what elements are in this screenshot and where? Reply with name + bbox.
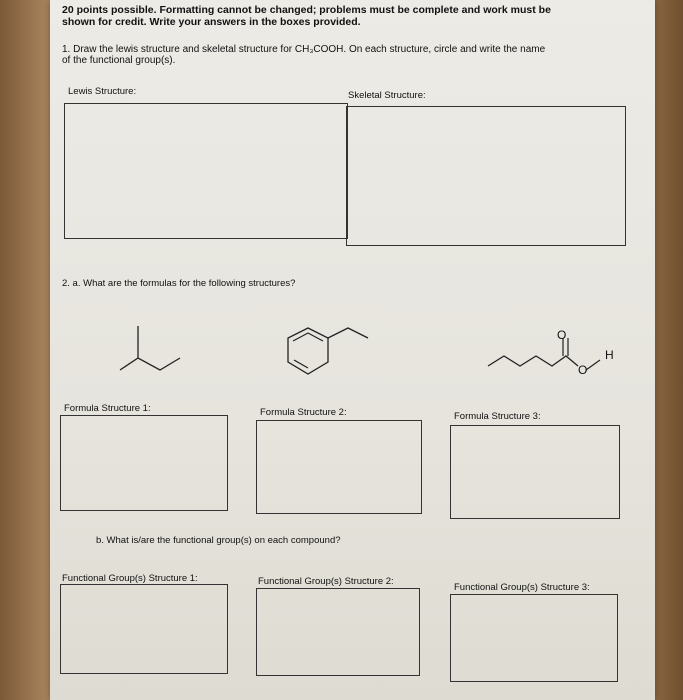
formula-structure-2-answer-box[interactable] [256, 420, 422, 514]
structure-2-benzene-ring [288, 328, 328, 374]
structure-2-ethyl-chain [328, 328, 368, 338]
functional-group-structure-2-label: Functional Group(s) Structure 2: [258, 576, 394, 587]
structure-3-hydroxyl-oxygen-label: O [578, 363, 588, 377]
structure-1-chain [120, 358, 180, 370]
functional-group-structure-3-answer-box[interactable] [450, 594, 618, 682]
skeletal-structure-answer-box[interactable] [346, 106, 626, 246]
functional-group-structure-1-label: Functional Group(s) Structure 1: [62, 573, 198, 584]
structure-3-oh-bond [586, 360, 600, 370]
formula-structure-3-label: Formula Structure 3: [454, 411, 541, 422]
formula-structure-2-label: Formula Structure 2: [260, 407, 347, 418]
worksheet-paper [50, 0, 655, 700]
question-2a-prompt: 2. a. What are the formulas for the following structures? [62, 278, 296, 289]
structure-2-skeletal-drawing [282, 318, 392, 388]
lewis-structure-label: Lewis Structure: [68, 86, 137, 97]
skeletal-structure-label: Skeletal Structure: [348, 90, 426, 101]
functional-group-structure-2-answer-box[interactable] [256, 588, 420, 676]
formula-structure-3-answer-box[interactable] [450, 425, 620, 519]
structure-3-carbon-chain [488, 356, 578, 366]
lewis-structure-answer-box[interactable] [64, 103, 348, 239]
structure-1-skeletal-drawing [110, 318, 200, 378]
question-2b-prompt: b. What is/are the functional group(s) on each compound? [96, 535, 341, 546]
wood-background-left [0, 0, 52, 700]
structure-3-carbonyl-oxygen-label: O [557, 328, 567, 342]
header-line-2: shown for credit. Write your answers in the boxes provided. [62, 16, 361, 28]
question-1-prompt [62, 44, 642, 66]
structure-2-inner-bond-a [293, 333, 323, 341]
functional-group-structure-1-answer-box[interactable] [60, 584, 228, 674]
header-line-1: 20 points possible. Formatting cannot be changed; problems must be complete and work must be [62, 4, 551, 16]
instructions-header [62, 4, 642, 28]
question-1-line-1: 1. Draw the lewis structure and skeletal structure for CH₃COOH. On each structure, circle and write the name [62, 44, 546, 55]
wood-background-right [653, 0, 683, 700]
formula-structure-1-answer-box[interactable] [60, 415, 228, 511]
formula-structure-1-label: Formula Structure 1: [64, 403, 151, 414]
structure-3-hydrogen-label: H [605, 348, 614, 362]
question-1-line-2: of the functional group(s). [62, 55, 176, 66]
functional-group-structure-3-label: Functional Group(s) Structure 3: [454, 582, 590, 593]
